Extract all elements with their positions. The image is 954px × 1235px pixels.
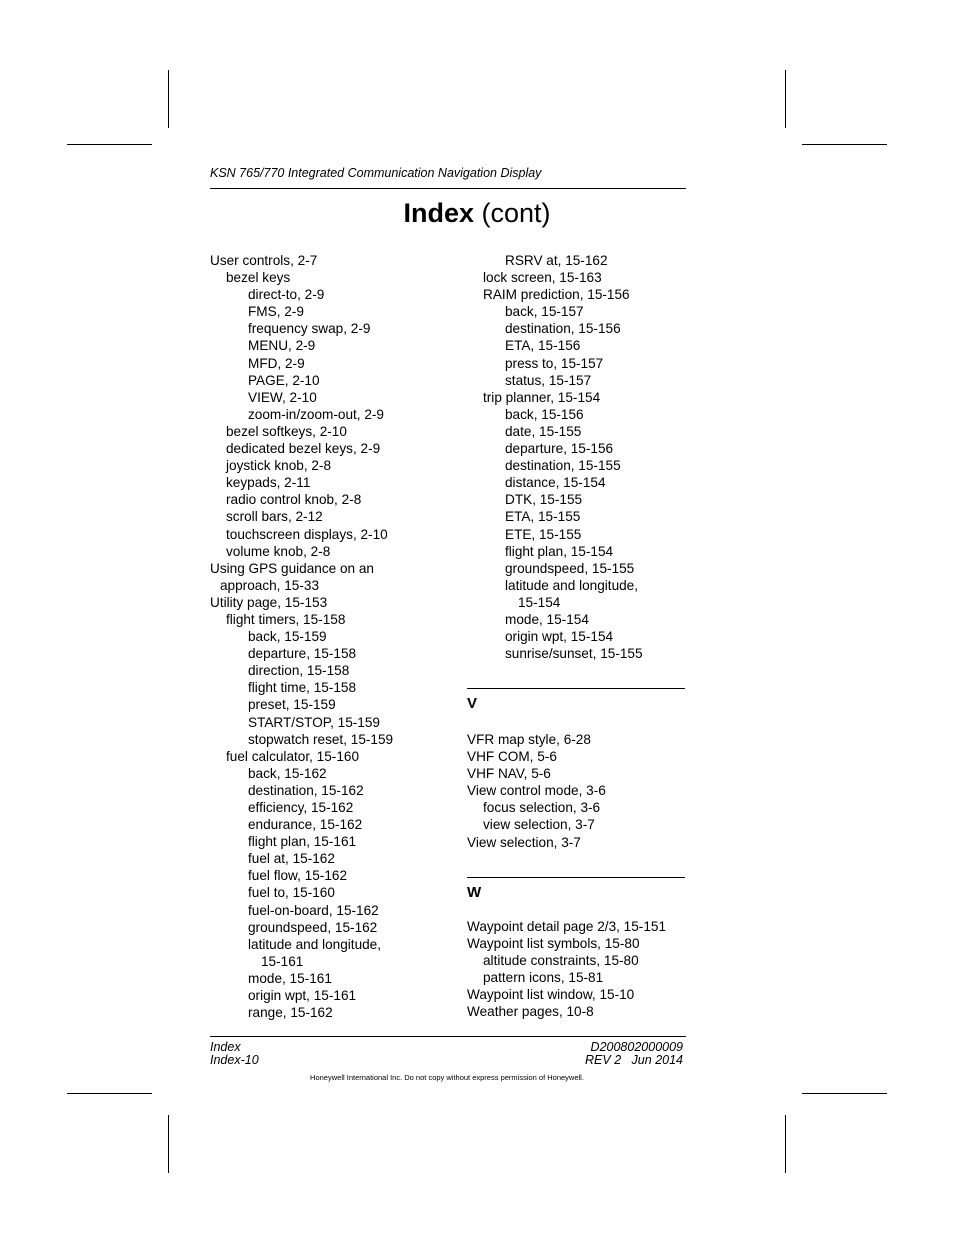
index-entry: back, 15-157 (505, 304, 584, 320)
index-entry: fuel calculator, 15-160 (226, 748, 360, 764)
section-w-entries (467, 918, 666, 1021)
index-entry: 15-161 (261, 953, 304, 969)
index-entry: fuel to, 15-160 (248, 885, 335, 901)
index-entry: press to, 15-157 (505, 355, 604, 371)
index-entry: volume knob, 2-8 (226, 543, 331, 559)
index-entry: ETE, 15-155 (505, 526, 582, 542)
index-entry: preset, 15-159 (248, 697, 336, 713)
index-entry: bezel keys (226, 270, 291, 286)
footer-section-name: Index (210, 1040, 241, 1054)
index-entry: flight plan, 15-161 (248, 834, 357, 850)
index-entry: altitude constraints, 15-80 (483, 953, 639, 969)
crop-mark (785, 70, 786, 128)
index-entry: FMS, 2-9 (248, 304, 304, 320)
index-entry: departure, 15-158 (248, 646, 357, 662)
section-v-entries (467, 731, 606, 851)
index-entry: MENU, 2-9 (248, 338, 316, 354)
crop-mark (168, 1115, 169, 1173)
index-entry: distance, 15-154 (505, 475, 606, 491)
crop-mark (67, 144, 152, 145)
index-entry: mode, 15-161 (248, 970, 332, 986)
index-entry: range, 15-162 (248, 1005, 333, 1021)
footer-right (486, 1041, 683, 1067)
index-entry: Waypoint list symbols, 15-80 (467, 936, 640, 952)
running-header: KSN 765/770 Integrated Communication Navigation Display (210, 166, 542, 180)
index-entry: Weather pages, 10-8 (467, 1004, 594, 1020)
index-entry: focus selection, 3-6 (483, 800, 601, 816)
index-entry: fuel-on-board, 15-162 (248, 902, 379, 918)
index-entry: fuel at, 15-162 (248, 851, 335, 867)
section-w-letter: W (467, 884, 482, 901)
index-entry: lock screen, 15-163 (483, 270, 602, 286)
index-entry: fuel flow, 15-162 (248, 868, 347, 884)
index-entry: DTK, 15-155 (505, 492, 583, 508)
index-entry: VFR map style, 6-28 (467, 732, 591, 747)
index-entry: view selection, 3-7 (483, 817, 595, 833)
index-entry: Using GPS guidance on an (210, 560, 374, 576)
index-entry: groundspeed, 15-162 (248, 919, 378, 935)
index-entry: groundspeed, 15-155 (505, 560, 635, 576)
index-entry: stopwatch reset, 15-159 (248, 731, 394, 747)
index-entry: endurance, 15-162 (248, 817, 363, 833)
index-entry: pattern icons, 15-81 (483, 970, 604, 986)
index-entry: sunrise/sunset, 15-155 (505, 646, 643, 662)
index-entry: frequency swap, 2-9 (248, 321, 371, 337)
index-entry: back, 15-159 (248, 629, 327, 645)
index-entry: keypads, 2-11 (226, 475, 311, 491)
footer-page-number: Index-10 (210, 1053, 259, 1067)
index-entry: MFD, 2-9 (248, 355, 305, 371)
crop-mark (785, 1115, 786, 1173)
index-entry: RSRV at, 15-162 (505, 253, 608, 268)
index-entry: destination, 15-155 (505, 458, 621, 474)
index-entry: latitude and longitude, (248, 936, 382, 952)
index-entry: destination, 15-156 (505, 321, 621, 337)
index-entry: direct-to, 2-9 (248, 287, 325, 303)
index-entry: latitude and longitude, (505, 577, 639, 593)
index-entry: dedicated bezel keys, 2-9 (226, 441, 381, 457)
page-title-main: Index (403, 198, 474, 228)
index-entry: bezel softkeys, 2-10 (226, 423, 347, 439)
index-entry: View control mode, 3-6 (467, 783, 606, 799)
index-entry: VIEW, 2-10 (248, 389, 317, 405)
index-column-left (210, 252, 393, 1021)
index-entry: ETA, 15-156 (505, 338, 581, 354)
index-entry: Utility page, 15-153 (210, 594, 328, 610)
index-entry: touchscreen displays, 2-10 (226, 526, 388, 542)
footer-rule (210, 1036, 686, 1037)
footer-revision: REV 2 Jun 2014 (585, 1053, 683, 1067)
index-entry: status, 15-157 (505, 372, 592, 388)
index-entry: VHF NAV, 5-6 (467, 766, 551, 782)
index-entry: destination, 15-162 (248, 782, 364, 798)
crop-mark (802, 1093, 887, 1094)
index-entry: zoom-in/zoom-out, 2-9 (248, 406, 384, 422)
index-entry: approach, 15-33 (220, 577, 320, 593)
index-entry: VHF COM, 5-6 (467, 749, 557, 765)
index-entry: 15-154 (518, 594, 561, 610)
index-entry: back, 15-156 (505, 406, 584, 422)
index-entry: origin wpt, 15-161 (248, 988, 357, 1004)
index-entry: flight time, 15-158 (248, 680, 357, 696)
section-v-rule (467, 688, 685, 689)
index-entry: direction, 15-158 (248, 663, 350, 679)
index-entry: mode, 15-154 (505, 611, 589, 627)
footer-left (210, 1041, 259, 1067)
header-rule (210, 188, 686, 189)
crop-mark (67, 1093, 152, 1094)
index-entry: scroll bars, 2-12 (226, 509, 323, 525)
index-entry: efficiency, 15-162 (248, 800, 354, 815)
index-entry: departure, 15-156 (505, 441, 614, 457)
index-entry: ETA, 15-155 (505, 509, 581, 525)
index-entry: joystick knob, 2-8 (226, 458, 332, 474)
index-entry: User controls, 2-7 (210, 253, 318, 268)
index-entry: START/STOP, 15-159 (248, 714, 380, 730)
index-entry: Waypoint detail page 2/3, 15-151 (467, 919, 667, 934)
copyright-notice: Honeywell International Inc. Do not copy without express permission of Honeywell. (310, 1073, 584, 1082)
index-column-right (467, 252, 643, 662)
crop-mark (802, 144, 887, 145)
crop-mark (168, 70, 169, 128)
footer-doc-number: D200802000009 (590, 1040, 683, 1054)
index-entry: RAIM prediction, 15-156 (483, 287, 630, 303)
index-entry: View selection, 3-7 (467, 834, 581, 850)
index-entry: flight plan, 15-154 (505, 543, 614, 559)
section-v-letter: V (467, 695, 478, 712)
index-entry: back, 15-162 (248, 765, 327, 781)
index-entry: trip planner, 15-154 (483, 389, 601, 405)
index-entry: origin wpt, 15-154 (505, 629, 614, 645)
index-entry: Waypoint list window, 15-10 (467, 987, 635, 1003)
index-entry: PAGE, 2-10 (248, 372, 320, 388)
index-entry: radio control knob, 2-8 (226, 492, 362, 508)
page-title (0, 198, 954, 229)
section-w-rule (467, 877, 685, 878)
index-entry: flight timers, 15-158 (226, 611, 346, 627)
page-title-suffix: (cont) (474, 198, 551, 228)
index-entry: date, 15-155 (505, 423, 582, 439)
